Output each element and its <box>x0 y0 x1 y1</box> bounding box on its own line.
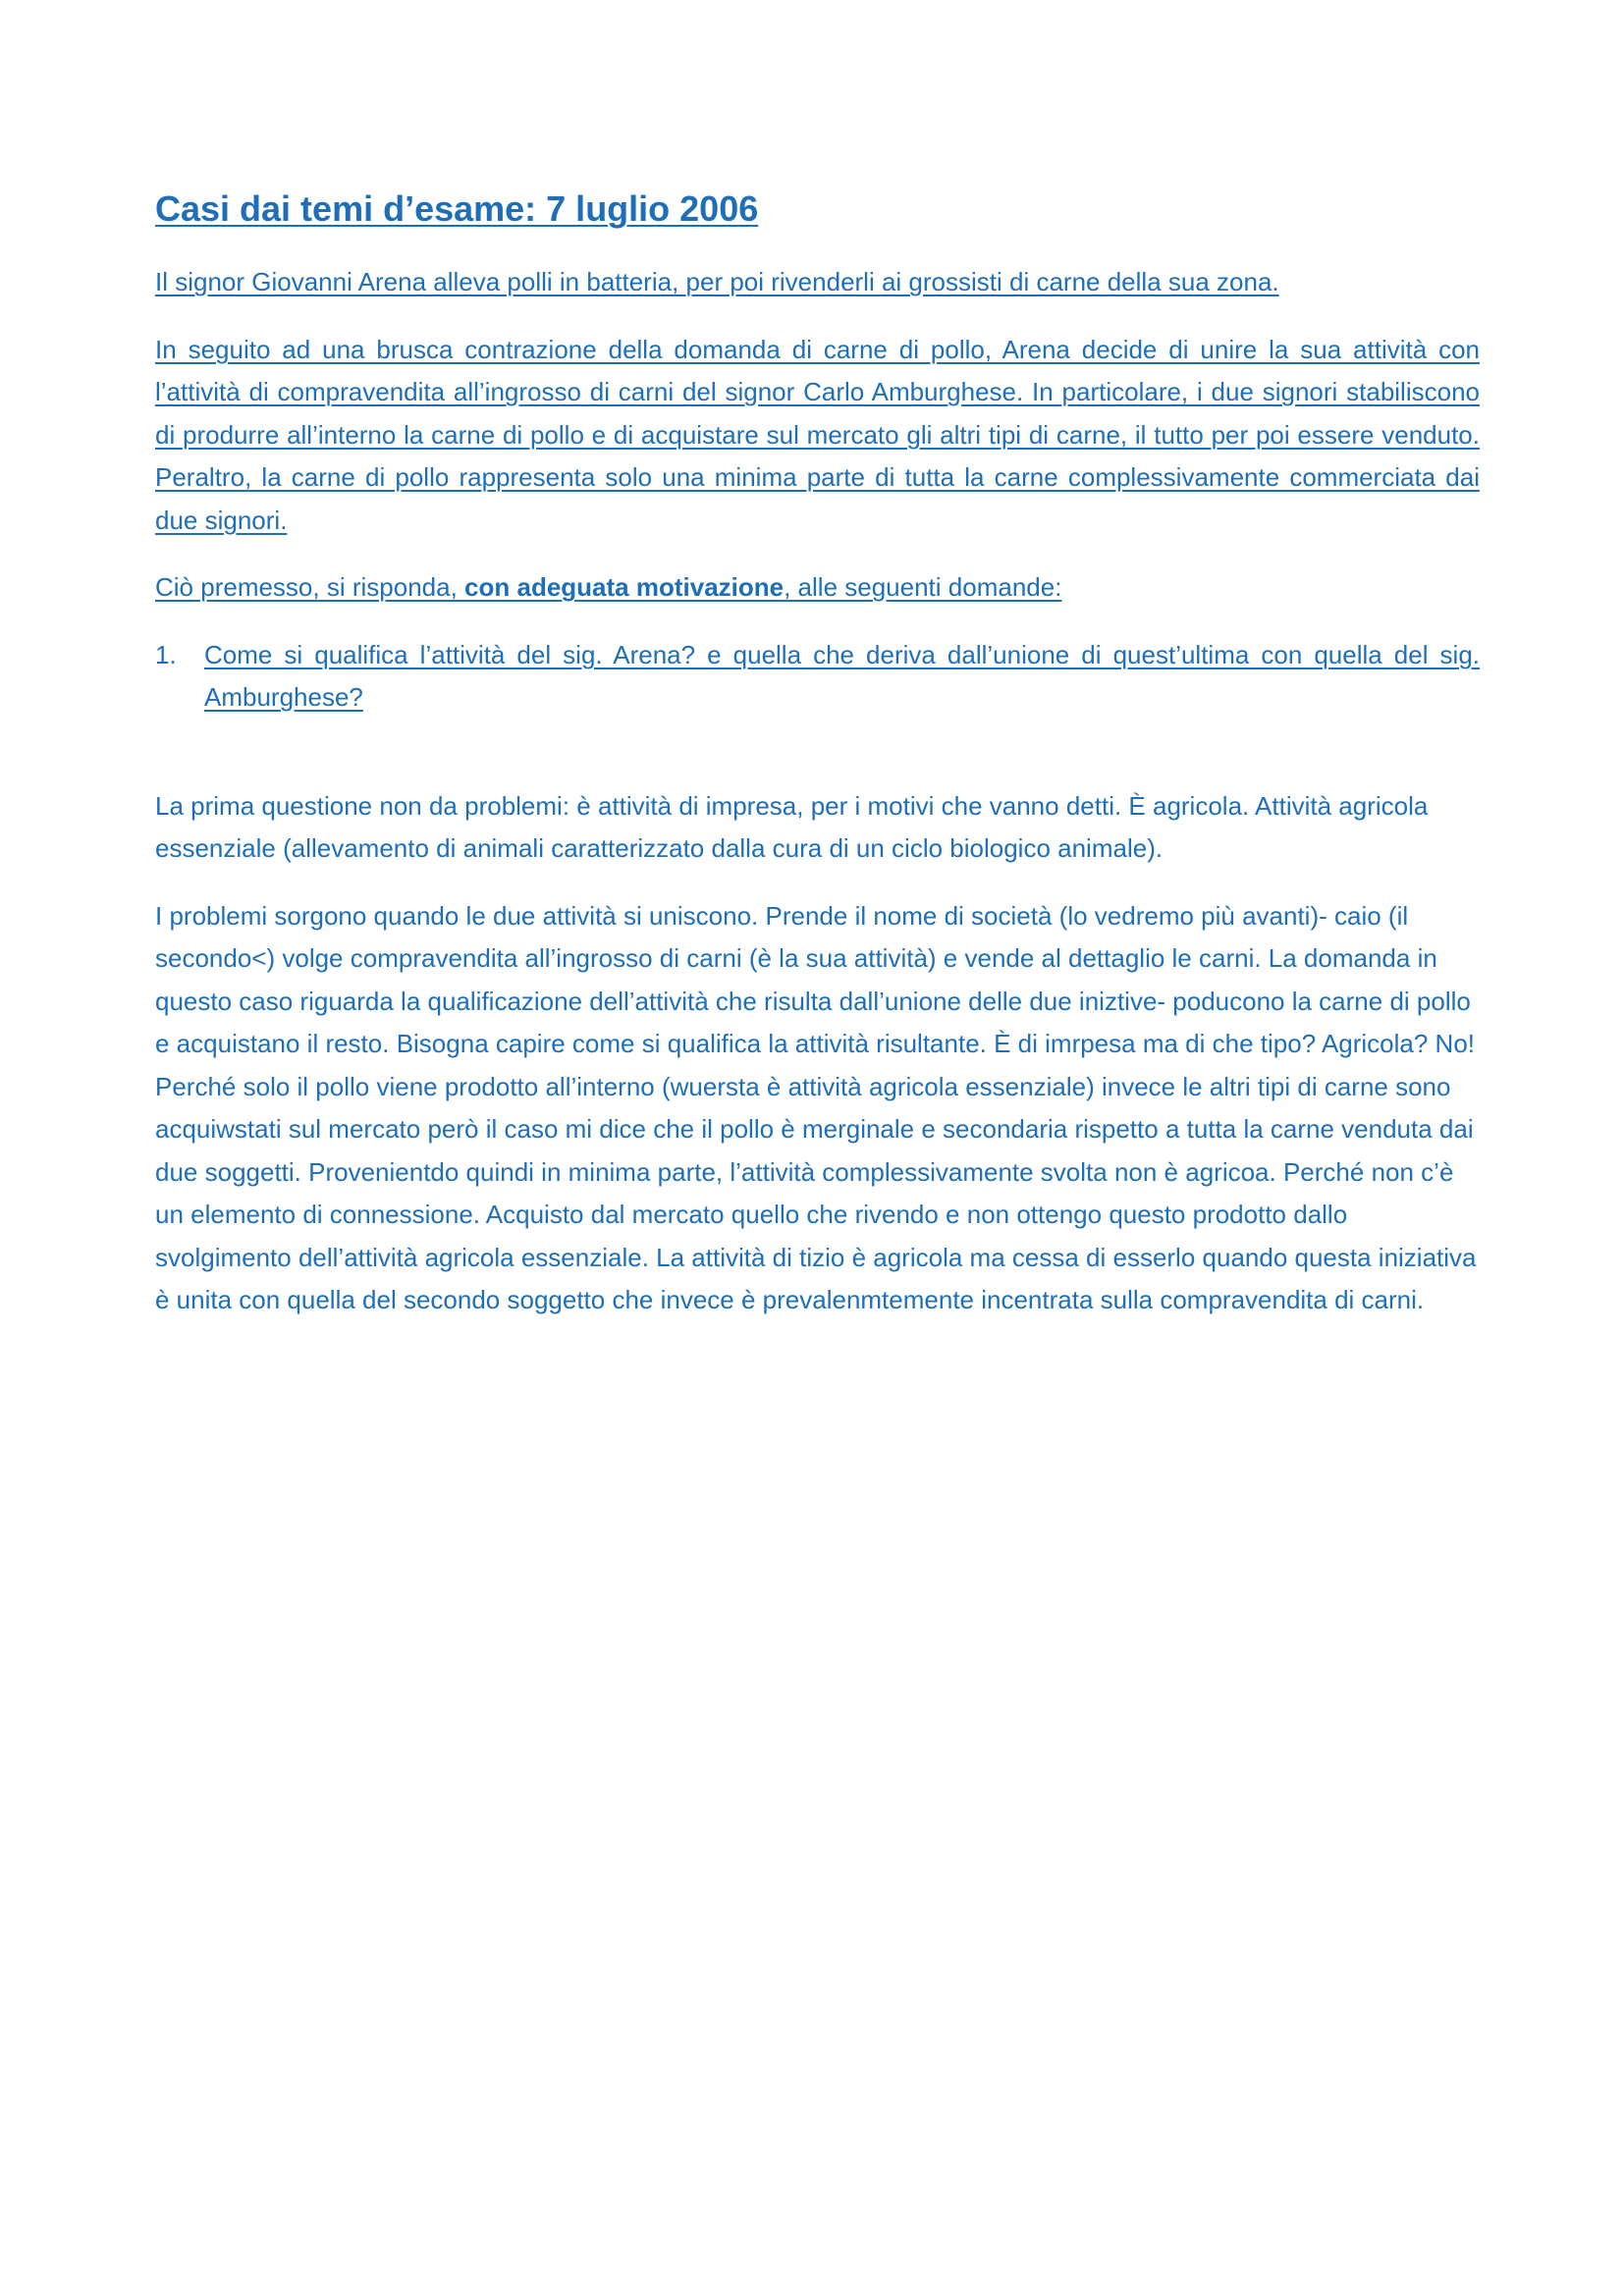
case-paragraph-1: Il signor Giovanni Arena alleva polli in batteria, per poi rivenderli ai grossisti di carne della sua zona. <box>155 267 1279 296</box>
question-item <box>155 634 1480 720</box>
answer-paragraph-1: La prima questione non da problemi: è attività di impresa, per i motivi che vanno detti. È agricola. Attività agricola essenziale (allevamento di animali caratterizzato dalla cura di un ciclo biologico animale). <box>155 790 1429 863</box>
question-number: 1. <box>155 639 177 669</box>
case-paragraph-2: In seguito ad una brusca contrazione della domanda di carne di pollo, Arena decide di unire la sua attività con l’attività di compravendita all’ingrosso di carni del signor Carlo Amburghese. In particolare, i due signori stabiliscono di produrre all’interno la carne di pollo e di acquistare sul mercato gli altri tipi di carne, il tutto per poi essere venduto. Peraltro, la carne di pollo rappresenta solo una minima parte di tutta la carne complessivamente commerciata dai due signori. <box>155 334 1480 535</box>
document-page <box>155 187 1480 1347</box>
instruction-text-before: Ciò premesso, si risponda, <box>155 572 465 602</box>
question-text: Come si qualifica l’attività del sig. Arena? e quella che deriva dall’unione di quest’ultima con quella del sig. Amburghese? <box>204 639 1480 712</box>
instruction-text-after: , alle seguenti domande: <box>784 572 1062 602</box>
answer-paragraph-2: I problemi sorgono quando le due attività si uniscono. Prende il nome di società (lo vedremo più avanti)- caio (il secondo<) volge compravendita all’ingrosso di carni (è la sua attività) e vende al dettaglio le carni. La domanda in questo caso riguarda la qualificazione dell’attività che risulta dall’unione delle due iniztive- poducono la carne di pollo e acquistano il resto. Bisogna capire come si qualifica la attività risultante. È di imrpesa ma di che tipo? Agricola? No! Perché solo il pollo viene prodotto all’interno (wuersta è attività agricola essenziale) invece le altri tipi di carne sono acquiwstati sul mercato però il caso mi dice che il pollo è merginale e secondaria rispetto a tutta la carne venduta dai due soggetti. Provenientdo quindi in minima parte, l’attività complessivamente svolta non è agricoa. Perché non c’è un elemento di connessione. Acquisto dal mercato quello che rivendo e non ottengo questo prodotto dallo svolgimento dell’attività agricola essenziale. La attività di tizio è agricola ma cessa di esserlo quando questa iniziativa è unita con quella del secondo soggetto che invece è prevalenmtemente incentrata sulla compravendita di carni. <box>155 900 1477 1314</box>
section-spacer <box>155 744 1480 785</box>
document-title: Casi dai temi d’esame: 7 luglio 2006 <box>155 188 759 229</box>
questions-list <box>155 634 1480 720</box>
instruction-text-bold: con adeguata motivazione <box>464 572 785 602</box>
instruction-line <box>155 566 1480 610</box>
